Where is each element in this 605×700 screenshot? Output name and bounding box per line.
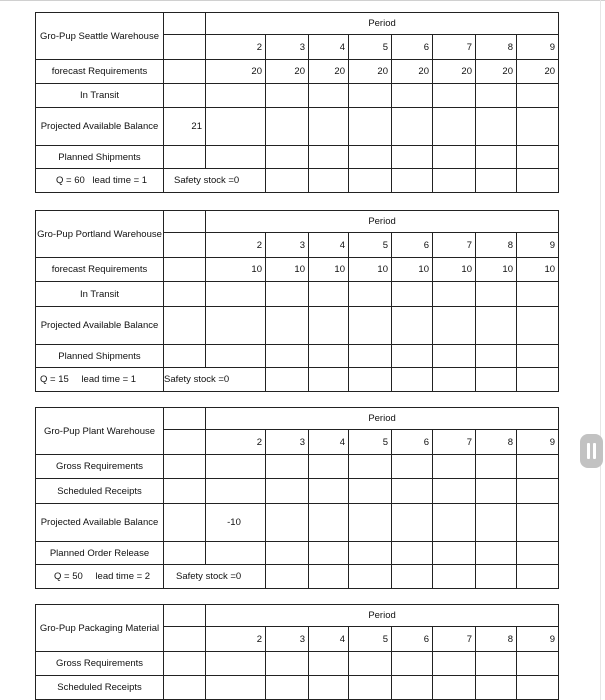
row-label: In Transit [36,84,164,108]
safety-stock: Safety stock =0 [164,565,266,589]
q-value: Q = 60 [56,175,85,186]
safety-stock: Safety stock =0 [164,169,266,193]
q-value: Q = 50 [54,571,83,582]
period-6: 6 [392,35,433,60]
lead-time: lead time = 1 [81,374,137,385]
period-8: 8 [476,430,517,455]
period-7: 7 [433,627,476,652]
period-8: 8 [476,627,517,652]
cell[interactable]: 10 [266,258,309,282]
cell[interactable]: 10 [433,258,476,282]
portland-mrp-table [35,210,559,392]
period-5: 5 [349,430,392,455]
period-header: Period [206,605,559,627]
period-9: 9 [517,233,559,258]
top-rule [0,0,605,1]
section-title: Gro-Pup Seattle Warehouse [36,13,164,60]
packaging-mrp-table [35,604,559,700]
period-header: Period [206,13,559,35]
cell[interactable]: 20 [266,60,309,84]
period-7: 7 [433,233,476,258]
period-6: 6 [392,430,433,455]
lead-time: lead time = 2 [95,571,151,582]
period-2: 2 [206,430,266,455]
plant-mrp-table [35,407,559,589]
grip-icon [593,443,596,459]
period-2: 2 [206,233,266,258]
period-8: 8 [476,233,517,258]
cell[interactable]: 20 [309,60,349,84]
cell[interactable]: 10 [517,258,559,282]
q-value: Q = 15 [40,374,69,385]
period-6: 6 [392,627,433,652]
period-4: 4 [309,627,349,652]
period-5: 5 [349,35,392,60]
period-6: 6 [392,233,433,258]
scroll-handle[interactable] [580,434,603,468]
row-label: Projected Available Balance [36,307,164,345]
period-5: 5 [349,233,392,258]
params-row [36,368,164,392]
cell[interactable]: 10 [309,258,349,282]
section-title: Gro-Pup Plant Warehouse [36,408,164,455]
cell[interactable]: 20 [392,60,433,84]
period-3: 3 [266,430,309,455]
period-9: 9 [517,430,559,455]
row-label: forecast Requirements [36,60,164,84]
grip-icon [587,443,590,459]
lead-time: lead time = 1 [92,175,148,186]
section-title: Gro-Pup Portland Warehouse [36,211,164,258]
cell[interactable]: 10 [206,258,266,282]
row-label: Gross Requirements [36,455,164,479]
row-label: forecast Requirements [36,258,164,282]
params-row [36,565,164,589]
cell[interactable]: 20 [433,60,476,84]
row-label: Projected Available Balance [36,504,164,542]
period-5: 5 [349,627,392,652]
cell[interactable]: 20 [476,60,517,84]
period-3: 3 [266,233,309,258]
period-2: 2 [206,35,266,60]
period-2: 2 [206,627,266,652]
row-label: Scheduled Receipts [36,479,164,504]
period-9: 9 [517,35,559,60]
period-4: 4 [309,35,349,60]
cell[interactable]: 20 [206,60,266,84]
period-4: 4 [309,430,349,455]
cell[interactable]: 10 [349,258,392,282]
period-4: 4 [309,233,349,258]
period-header: Period [206,408,559,430]
row-label: Gross Requirements [36,652,164,676]
period-7: 7 [433,430,476,455]
initial-balance[interactable]: 21 [164,108,206,146]
period-7: 7 [433,35,476,60]
seattle-mrp-table [35,12,559,193]
cell[interactable]: 20 [349,60,392,84]
row-label: Planned Shipments [36,146,164,169]
period-3: 3 [266,627,309,652]
period-8: 8 [476,35,517,60]
cell[interactable]: 20 [517,60,559,84]
safety-stock: Safety stock =0 [164,368,266,392]
cell[interactable]: 10 [476,258,517,282]
row-label: In Transit [36,282,164,307]
period-3: 3 [266,35,309,60]
cell[interactable]: 10 [392,258,433,282]
side-rule [600,0,601,700]
period-header: Period [206,211,559,233]
period-9: 9 [517,627,559,652]
section-title: Gro-Pup Packaging Material [36,605,164,652]
row-label: Planned Shipments [36,345,164,368]
row-label: Planned Order Release [36,542,164,565]
row-label: Projected Available Balance [36,108,164,146]
cell[interactable]: -10 [206,504,266,542]
params-row [36,169,164,193]
row-label: Scheduled Receipts [36,676,164,700]
